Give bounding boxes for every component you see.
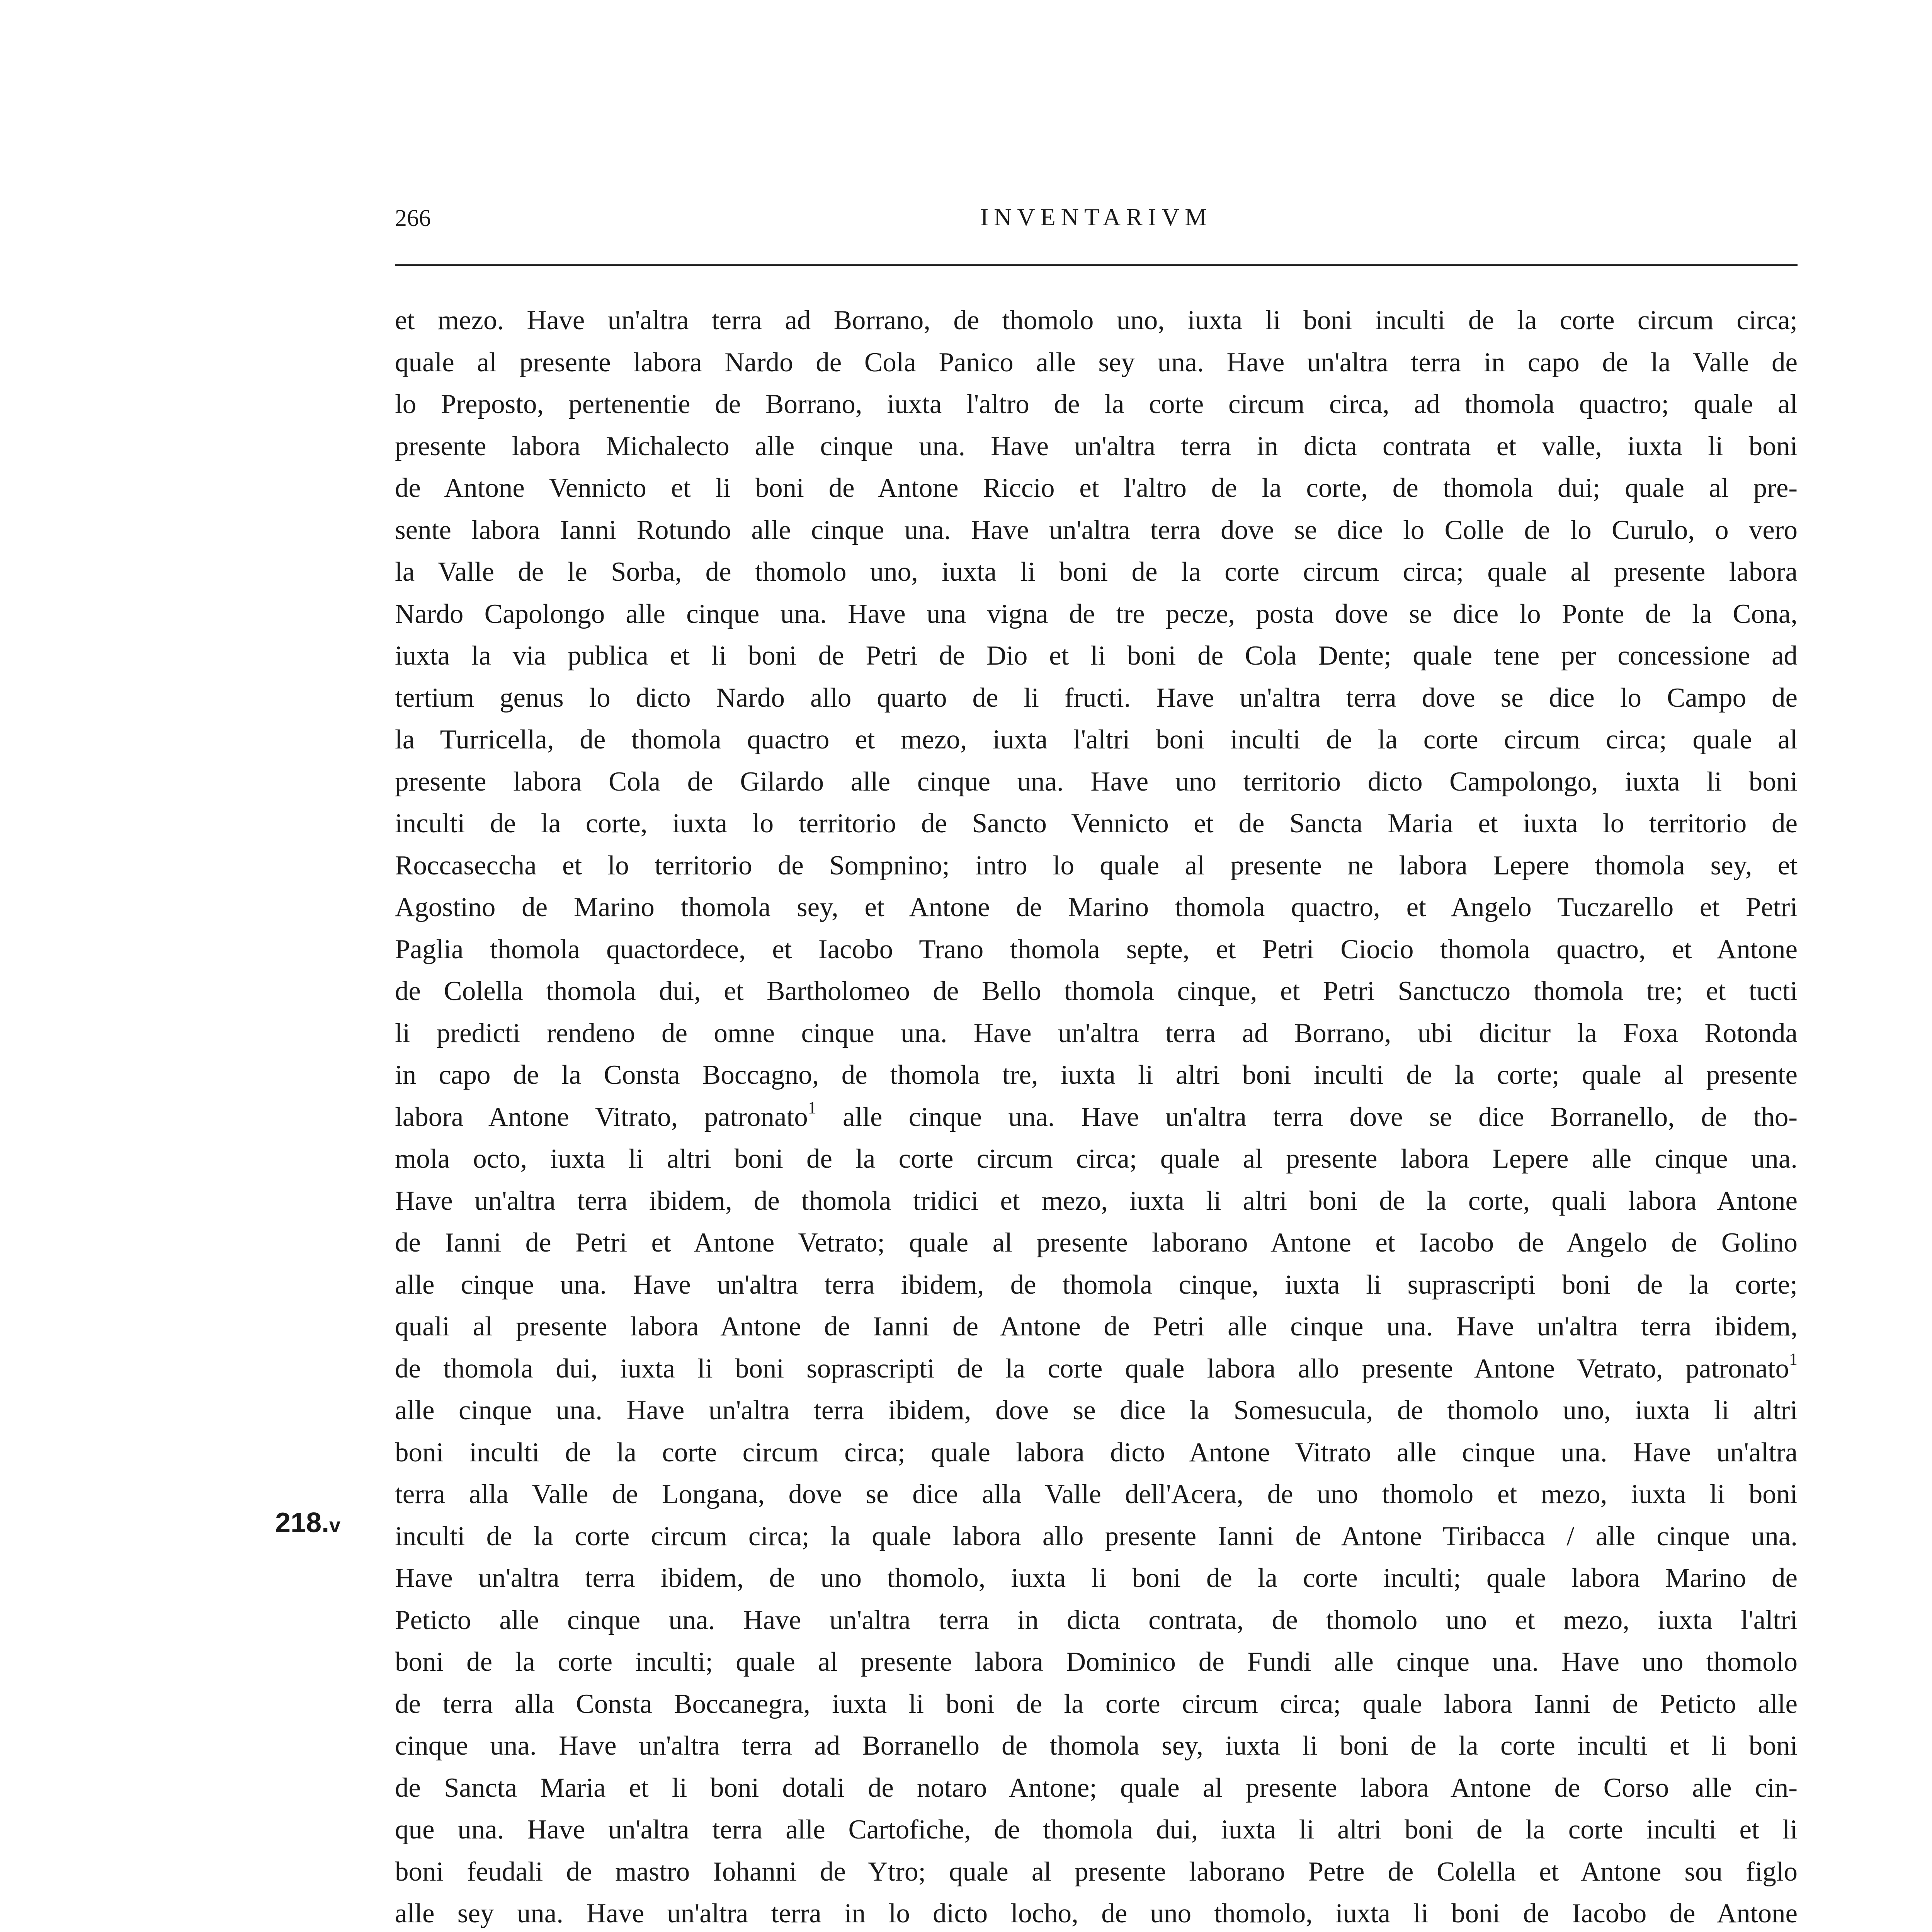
text-line: lo Preposto, pertenentie de Borrano, iuxta l'altro de la corte circum circa, ad thomola quactro; quale al [395, 389, 1798, 419]
header-rule [395, 264, 1798, 266]
text-line: alle cinque una. Have un'altra terra ibidem, dove se dice la Somesucula, de thomolo uno, iuxta li altri [395, 1395, 1798, 1425]
text-line: Have un'altra terra ibidem, de thomola tridici et mezo, iuxta li altri boni de la corte, quali labora Antone [395, 1185, 1798, 1216]
text-line: Paglia thomola quactordece, et Iacobo Trano thomola septe, et Petri Ciocio thomola quactro, et Antone [395, 934, 1798, 964]
text-line: inculti de la corte, iuxta lo territorio de Sancto Vennicto et de Sancta Maria et iuxta lo territorio de [395, 808, 1798, 838]
text-line: de thomola dui, iuxta li boni soprascripti de la corte quale labora allo presente Antone Vetrato, patronato$^1$ [395, 1349, 1798, 1384]
main-text-block [395, 299, 1798, 1932]
text-line: de Antone Vennicto et li boni de Antone Riccio et l'altro de la corte, de thomola dui; quale al pre- [395, 473, 1798, 503]
text-line: et mezo. Have un'altra terra ad Borrano, de thomolo uno, iuxta li boni inculti de la corte circum circa; [395, 305, 1798, 335]
text-line: quale al presente labora Nardo de Cola Panico alle sey una. Have un'altra terra in capo de la Valle de [395, 347, 1798, 378]
text-line: la Valle de le Sorba, de thomolo uno, iuxta li boni de la corte circum circa; quale al presente labora [395, 557, 1798, 587]
text-line: que una. Have un'altra terra alle Cartofiche, de thomola dui, iuxta li altri boni de la corte inculti et li [395, 1815, 1798, 1845]
text-line: de Colella thomola dui, et Bartholomeo de Bello thomola cinque, et Petri Sanctuczo thomola tre; et tucti [395, 976, 1798, 1006]
text-line: in capo de la Consta Boccagno, de thomola tre, iuxta li altri boni inculti de la corte; quale al presente [395, 1060, 1798, 1090]
text-line: la Turricella, de thomola quactro et mezo, iuxta l'altri boni inculti de la corte circum circa; quale al [395, 724, 1798, 755]
text-line: Peticto alle cinque una. Have un'altra terra in dicta contrata, de thomolo uno et mezo, iuxta l'altri [395, 1605, 1798, 1635]
text-line: iuxta la via publica et li boni de Petri de Dio et li boni de Cola Dente; quale tene per concessione ad [395, 641, 1798, 671]
text-line: inculti de la corte circum circa; la quale labora allo presente Ianni de Antone Tiribacca / alle cinque una. [395, 1521, 1798, 1551]
text-line: Roccaseccha et lo territorio de Sompnino; intro lo quale al presente ne labora Lepere thomola sey, et [395, 850, 1798, 881]
text-line: quali al presente labora Antone de Ianni de Antone de Petri alle cinque una. Have un'altra terra ibidem, [395, 1311, 1798, 1342]
text-line: boni de la corte inculti; quale al presente labora Dominico de Fundi alle cinque una. Have uno thomolo [395, 1647, 1798, 1677]
text-line: de terra alla Consta Boccanegra, iuxta li boni de la corte circum circa; quale labora Ianni de Peticto alle [395, 1689, 1798, 1719]
page-number: 266 [395, 205, 431, 231]
text-line: alle sey una. Have un'altra terra in lo dicto locho, de uno thomolo, iuxta li boni de Iacobo de Antone [395, 1898, 1798, 1929]
text-line: Nardo Capolongo alle cinque una. Have una vigna de tre pecze, posta dove se dice lo Ponte de la Cona, [395, 599, 1798, 629]
text-line: mola octo, iuxta li altri boni de la corte circum circa; quale al presente labora Lepere alle cinque una. [395, 1144, 1798, 1174]
text-line: tertium genus lo dicto Nardo allo quarto de li fructi. Have un'altra terra dove se dice lo Campo de [395, 682, 1798, 713]
text-line: alle cinque una. Have un'altra terra ibidem, de thomola cinque, iuxta li suprascripti boni de la corte; [395, 1269, 1798, 1300]
text-line: presente labora Michalecto alle cinque una. Have un'altra terra in dicta contrata et valle, iuxta li boni [395, 431, 1798, 461]
text-line: de Sancta Maria et li boni dotali de notaro Antone; quale al presente labora Antone de Corso alle cin- [395, 1772, 1798, 1803]
text-line: terra alla Valle de Longana, dove se dice alla Valle dell'Acera, de uno thomolo et mezo, iuxta li boni [395, 1479, 1798, 1509]
text-line: labora Antone Vitrato, patronato$^1$ alle cinque una. Have un'altra terra dove se dice Borranello, de tho- [395, 1098, 1798, 1132]
folio-margin-note [275, 1502, 340, 1546]
text-line: boni feudali de mastro Iohanni de Ytro; quale al presente laborano Petre de Colella et Antone sou figlo [395, 1856, 1798, 1887]
running-title: INVENTARIVM [980, 203, 1213, 231]
folio-number: 218. [275, 1507, 330, 1538]
text-line: Agostino de Marino thomola sey, et Antone de Marino thomola quactro, et Angelo Tuczarello et Petri [395, 892, 1798, 922]
text-line: de Ianni de Petri et Antone Vetrato; quale al presente laborano Antone et Iacobo de Angelo de Golino [395, 1228, 1798, 1258]
text-line: boni inculti de la corte circum circa; quale labora dicto Antone Vitrato alle cinque una. Have un'altra [395, 1437, 1798, 1468]
text-line: presente labora Cola de Gilardo alle cinque una. Have uno territorio dicto Campolongo, iuxta li boni [395, 766, 1798, 797]
text-line: sente labora Ianni Rotundo alle cinque una. Have un'altra terra dove se dice lo Colle de lo Curulo, o vero [395, 515, 1798, 545]
text-line: Have un'altra terra ibidem, de uno thomolo, iuxta li boni de la corte inculti; quale labora Marino de [395, 1563, 1798, 1593]
folio-side: v [329, 1514, 341, 1537]
text-line: li predicti rendeno de omne cinque una. Have un'altra terra ad Borrano, ubi dicitur la Foxa Rotonda [395, 1018, 1798, 1048]
text-line: cinque una. Have un'altra terra ad Borranello de thomola sey, iuxta li boni de la corte inculti et li boni [395, 1731, 1798, 1761]
